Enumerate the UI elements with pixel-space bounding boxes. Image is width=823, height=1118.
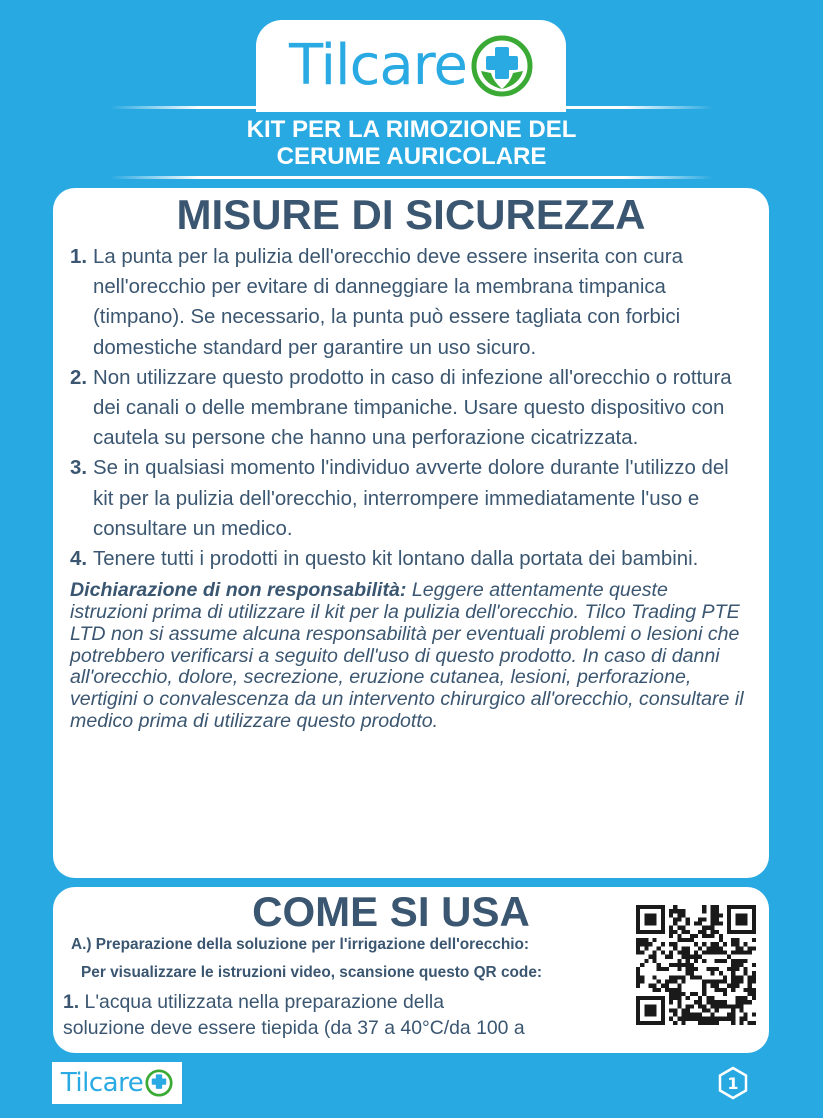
step-text-line-2: soluzione deve essere tiepida (da 37 a 40°C/da 100 a	[63, 1017, 525, 1039]
qr-code[interactable]	[636, 905, 756, 1025]
brand-logo	[256, 20, 566, 112]
safety-panel	[53, 188, 769, 878]
header-divider-bottom	[110, 176, 713, 179]
medical-cross-hands-icon	[145, 1069, 173, 1097]
safety-item	[70, 363, 747, 454]
step-number: 1.	[63, 991, 80, 1013]
step-text-line-1: L'acqua utilizzata nella preparazione della	[79, 991, 444, 1013]
disclaimer	[70, 580, 747, 733]
kit-title-line-2: CERUME AURICOLARE	[276, 143, 547, 170]
qr-instruction: Per visualizzare le istruzioni video, scansione questo QR code:	[81, 964, 542, 981]
prep-heading: A.) Preparazione della soluzione per l'irrigazione dell'orecchio:	[71, 936, 530, 953]
header-divider-top	[110, 106, 713, 109]
brand-name: Tilcare	[289, 33, 467, 98]
item-text: Tenere tutti i prodotti in questo kit lontano dalla portata dei bambini.	[93, 548, 699, 571]
item-number: 3.	[70, 457, 88, 480]
disclaimer-text: Leggere attentamente queste istruzioni prima di utilizzare il kit per la pulizia dell'orecchio. Tilco Trading PTE LTD non si assume alcuna responsabilità per eventuali problemi o lesioni che potrebbero verificarsi a seguito dell'uso di questo prodotto. In caso di danni all'orecchio, dolore, secrezione, eruzione cutanea, lesioni, perforazione, vertigini o convalescenza da un intervento chirurgico all'orecchio, consultare il medico prima di utilizzare questo prodotto.	[70, 579, 744, 733]
safety-title: MISURE DI SICUREZZA	[176, 191, 646, 238]
item-text: Non utilizzare questo prodotto in caso di infezione all'orecchio o rottura dei canali o delle membrane timpaniche. Usare questo dispositivo con cautela su persone che hanno una perforazione cicatrizzata.	[93, 366, 732, 450]
footer-brand-name: Tilcare	[60, 1068, 144, 1098]
safety-item	[70, 453, 747, 544]
footer-logo	[52, 1062, 182, 1104]
item-number: 2.	[70, 366, 88, 389]
kit-title	[0, 116, 823, 170]
usage-title: COME SI USA	[252, 888, 530, 935]
usage-panel	[53, 887, 769, 1053]
page-number: 1	[727, 1074, 739, 1093]
item-text: La punta per la pulizia dell'orecchio deve essere inserita con cura nell'orecchio per evitare di danneggiare la membrana timpanica (timpano). Se necessario, la punta può essere tagliata con forbici domestiche standard per garantire un uso sicuro.	[93, 246, 683, 359]
safety-list	[53, 242, 769, 574]
item-text: Se in qualsiasi momento l'individuo avverte dolore durante l'utilizzo del kit per la pulizia dell'orecchio, interrompere immediatamente l'uso e consultare un medico.	[93, 457, 729, 540]
kit-title-line-1: KIT PER LA RIMOZIONE DEL	[246, 116, 577, 143]
page-number-badge	[716, 1066, 750, 1100]
usage-step	[63, 989, 623, 1041]
disclaimer-label: Dichiarazione di non responsabilità:	[70, 579, 407, 602]
medical-cross-hands-icon	[471, 35, 533, 97]
safety-item	[70, 242, 747, 363]
item-number: 4.	[70, 548, 88, 571]
safety-item	[70, 544, 747, 574]
item-number: 1.	[70, 246, 88, 268]
